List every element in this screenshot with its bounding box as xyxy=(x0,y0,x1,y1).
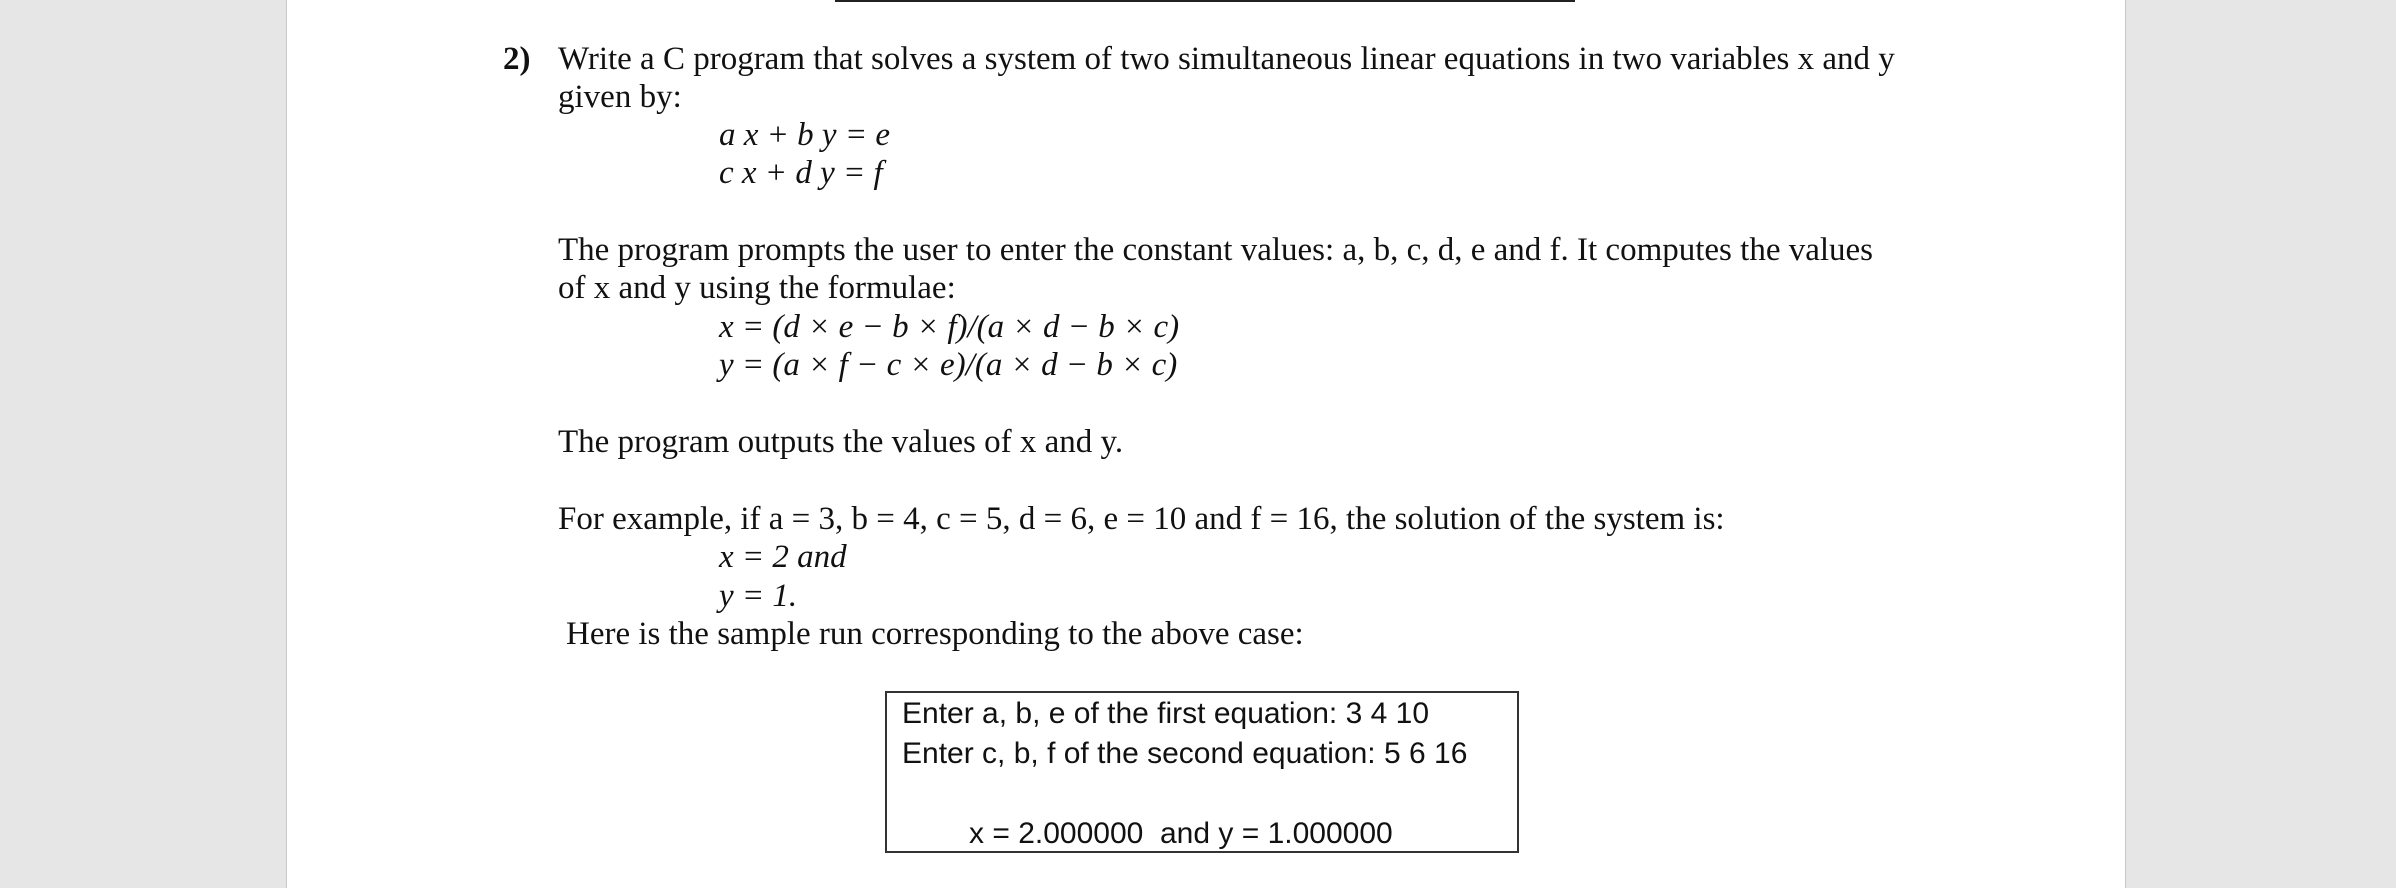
prompt-line-2: of x and y using the formulae: xyxy=(558,270,956,306)
sample-run-line-2: Enter c, b, f of the second equation: 5 6 16 xyxy=(902,737,1468,770)
output-description: The program outputs the values of x and y. xyxy=(558,424,1124,460)
document-page xyxy=(286,0,2126,888)
equation-1: a x + b y = e xyxy=(719,117,890,153)
sample-run-output: x = 2.000000 and y = 1.000000 xyxy=(969,817,1393,850)
sample-run-box xyxy=(885,691,1519,853)
equation-2: c x + d y = f xyxy=(719,155,883,191)
sample-run-line-1: Enter a, b, e of the first equation: 3 4 10 xyxy=(902,697,1430,730)
question-number: 2) xyxy=(503,41,531,77)
solution-y: y = 1. xyxy=(719,578,798,614)
example-line: For example, if a = 3, b = 4, c = 5, d = 6, e = 10 and f = 16, the solution of the system is: xyxy=(558,501,1725,537)
intro-line-1: Write a C program that solves a system of two simultaneous linear equations in two variables x and y xyxy=(558,41,1895,77)
prompt-line-1: The program prompts the user to enter the constant values: a, b, c, d, e and f. It computes the values xyxy=(558,232,1874,268)
formula-y: y = (a × f − c × e)/(a × d − b × c) xyxy=(719,347,1178,383)
intro-line-2: given by: xyxy=(558,79,682,115)
sample-intro: Here is the sample run corresponding to the above case: xyxy=(566,616,1304,652)
solution-x: x = 2 and xyxy=(719,539,847,575)
top-rule-line xyxy=(835,0,1575,2)
formula-x: x = (d × e − b × f)/(a × d − b × c) xyxy=(719,309,1180,345)
